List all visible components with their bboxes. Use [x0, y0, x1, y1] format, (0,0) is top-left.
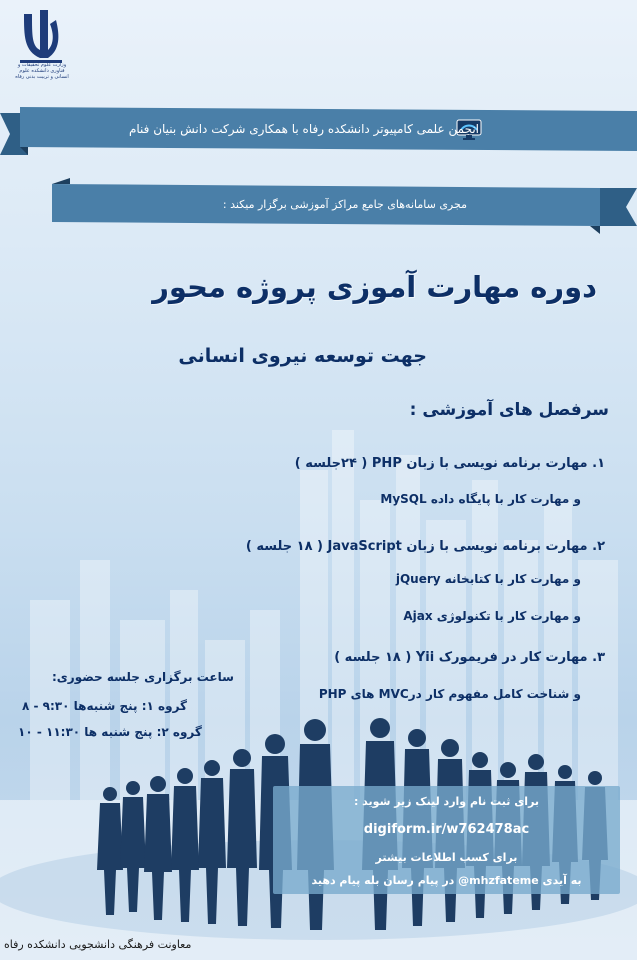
topic-2-line-2: و مهارت کار با کتابخانه jQuery	[395, 572, 581, 586]
ribbon-top-text: انجمن علمی کامپیوتر دانشکده رفاه با همکاری شرکت دانش بنیان فنام	[128, 122, 479, 136]
schedule-group-1: گروه ۱: پنج شنبه‌ها ۹:۳۰ - ۸	[22, 699, 188, 713]
topic-1-line-1: ۱. مهارت برنامه نویسی با زبان PHP ( ۲۴جلسه )	[294, 456, 605, 471]
schedule-title: ساعت برگزاری جلسه حضوری:	[52, 670, 234, 684]
contact-line: به آیدی mhzfateme@ در پیام رسان بله پیام دهید	[311, 874, 582, 887]
topic-3-line-2: و شناخت کامل مفهوم کار درMVC های PHP	[318, 687, 581, 701]
footer-credit: معاونت فرهنگی دانشجویی دانشکده رفاه	[4, 938, 192, 951]
course-subtitle: جهت توسعه نیروی انسانی	[178, 345, 427, 367]
topic-2-line-3: و مهارت کار با تکنولوژی Ajax	[403, 609, 581, 623]
topic-1-line-2: و مهارت کار با پایگاه داده MySQL	[380, 492, 581, 506]
topic-3-line-1: ۳. مهارت کار در فریمورک Yii ( ۱۸ جلسه )	[334, 650, 605, 665]
registration-link[interactable]: digiform.ir/w762478ac	[363, 822, 530, 837]
logo-caption: وزارت علوم تحقیقات و فناوری دانشکده علوم انسانی و تربیت بدنی رفاه	[15, 62, 69, 80]
registration-instruction: برای ثبت نام وارد لینک زیر شوید :	[353, 795, 540, 808]
topic-2-line-1: ۲. مهارت برنامه نویسی با زبان JavaScript ( ۱۸ جلسه )	[245, 539, 605, 554]
ribbon-second-text: مجری سامانه‌های جامع مراکز آموزشی برگزار میکند :	[222, 198, 467, 211]
schedule-group-2: گروه ۲: پنج شنبه ها ۱۱:۳۰ - ۱۰	[18, 725, 202, 739]
topics-heading: سرفصل های آموزشی :	[409, 400, 609, 420]
course-title: دوره مهارت آموزی پروژه محور	[152, 270, 597, 304]
info-line: برای کسب اطلاعات بیشتر	[375, 851, 518, 864]
